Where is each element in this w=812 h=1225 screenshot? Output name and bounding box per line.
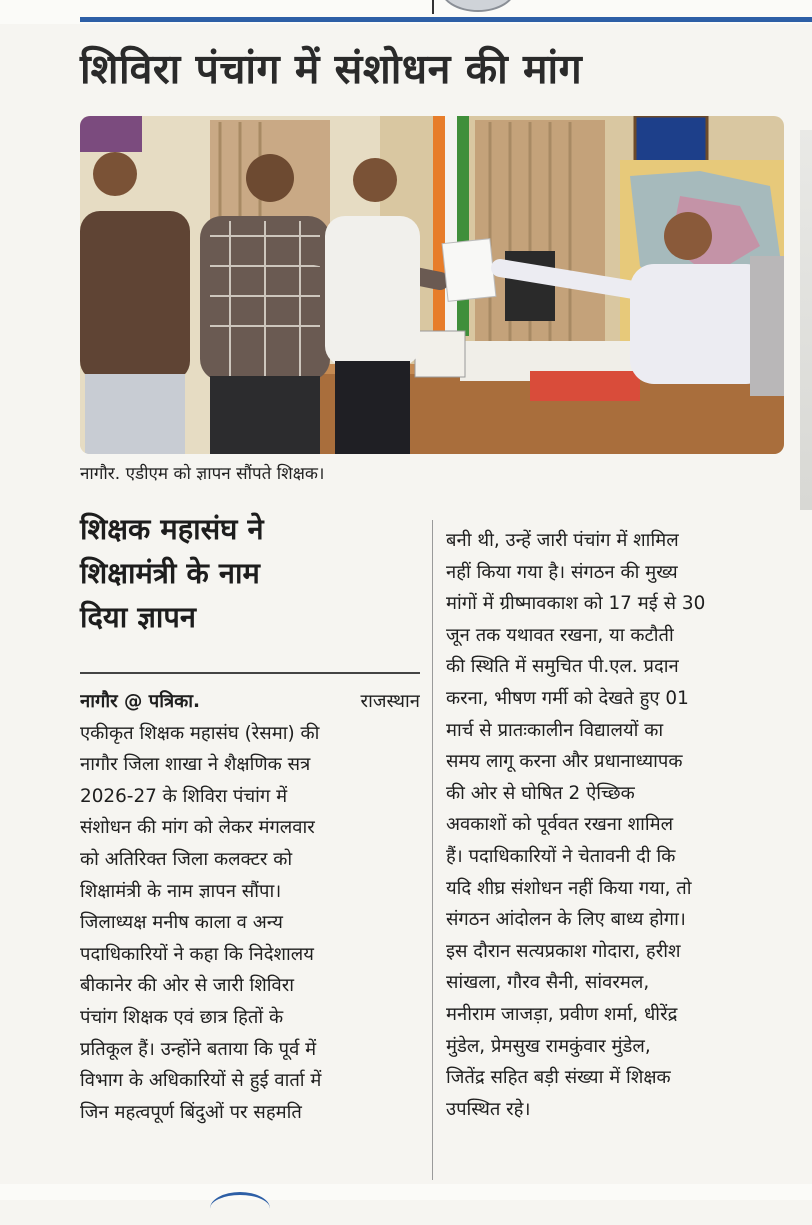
article-line: मुंडेल, प्रेमसुख रामकुंवार मुंडेल, (446, 1035, 651, 1057)
article-line: अवकाशों को पूर्ववत रखना शामिल (446, 814, 674, 836)
bottom-partial-graphic (210, 1192, 270, 1225)
article-line: करना, भीषण गर्मी को देखते हुए 01 (446, 687, 689, 709)
article-line: यदि शीघ्र संशोधन नहीं किया गया, तो (446, 877, 692, 899)
article-line: जिन महत्वपूर्ण बिंदुओं पर सहमति (80, 1101, 302, 1123)
news-photo (80, 116, 784, 454)
subheading-line: शिक्षामंत्री के नाम (80, 556, 260, 590)
adjacent-column-edge (800, 130, 812, 510)
subheading (80, 507, 380, 639)
article-line: समय लागू करना और प्रधानाध्यापक (446, 751, 683, 773)
bottom-strip (0, 1184, 812, 1200)
photo-illustration (80, 116, 784, 454)
article-line: उपस्थित रहे। (446, 1098, 531, 1120)
article-line: बनी थी, उन्हें जारी पंचांग में शामिल (446, 530, 679, 551)
article-line: पंचांग शिक्षक एवं छात्र हितों के (80, 1006, 284, 1028)
subheading-line: दिया ज्ञापन (80, 600, 197, 634)
article-line: इस दौरान सत्यप्रकाश गोदारा, हरीश (446, 940, 681, 962)
article-line: सांखला, गौरव सैनी, सांवरमल, (446, 972, 650, 994)
top-strip (0, 0, 812, 24)
article-left-column (80, 686, 420, 1128)
subheading-line: शिक्षक महासंघ ने (80, 512, 264, 546)
article-line: एकीकृत शिक्षक महासंघ (रेसमा) की (80, 722, 320, 744)
article-line: को अतिरिक्त जिला कलक्टर को (80, 848, 293, 870)
article-line: जिलाध्यक्ष मनीष काला व अन्य (80, 912, 283, 934)
article-line: मार्च से प्रातःकालीन विद्यालयों का (446, 719, 664, 741)
subheading-rule (80, 672, 420, 674)
article-line: मनीराम जाजड़ा, प्रवीण शर्मा, धीरेंद्र (446, 1003, 678, 1025)
article-line: हैं। पदाधिकारियों ने चेतावनी दी कि (446, 845, 676, 867)
article-right-column (446, 525, 784, 1125)
article-line: मांगों में ग्रीष्मावकाश को 17 मई से 30 (446, 593, 706, 615)
article-line (80, 686, 420, 718)
article-line: की स्थिति में समुचित पी.एल. प्रदान (446, 656, 679, 678)
article-line: जून तक यथावत रखना, या कटौती (446, 624, 674, 646)
article-line: संगठन आंदोलन के लिए बाध्य होगा। (446, 909, 686, 931)
photo-caption: नागौर. एडीएम को ज्ञापन सौंपते शिक्षक। (80, 464, 325, 484)
top-tick-mark (432, 0, 434, 14)
article-line: जितेंद्र सहित बड़ी संख्या में शिक्षक (446, 1067, 671, 1089)
article-line: पदाधिकारियों ने कहा कि निदेशालय (80, 943, 314, 965)
article-line: विभाग के अधिकारियों से हुई वार्ता में (80, 1070, 322, 1092)
article-line: 2026-27 के शिविरा पंचांग में (80, 785, 288, 807)
article-line: नहीं किया गया है। संगठन की मुख्य (446, 561, 678, 583)
article-line: की ओर से घोषित 2 ऐच्छिक (446, 782, 635, 804)
article-text: राजस्थान (360, 691, 420, 712)
column-divider (432, 520, 433, 1180)
top-partial-graphic (440, 0, 516, 12)
article-line: प्रतिकूल हैं। उन्होंने बताया कि पूर्व में (80, 1038, 317, 1060)
article-line: नागौर जिला शाखा ने शैक्षणिक सत्र (80, 754, 311, 776)
article-line: संशोधन की मांग को लेकर मंगलवार (80, 817, 315, 839)
article-line: बीकानेर की ओर से जारी शिविरा (80, 975, 295, 997)
headline: शिविरा पंचांग में संशोधन की मांग (80, 45, 583, 93)
article-dateline: नागौर @ पत्रिका. (80, 691, 201, 712)
top-blue-rule (80, 17, 812, 22)
article-line: शिक्षामंत्री के नाम ज्ञापन सौंपा। (80, 880, 282, 902)
